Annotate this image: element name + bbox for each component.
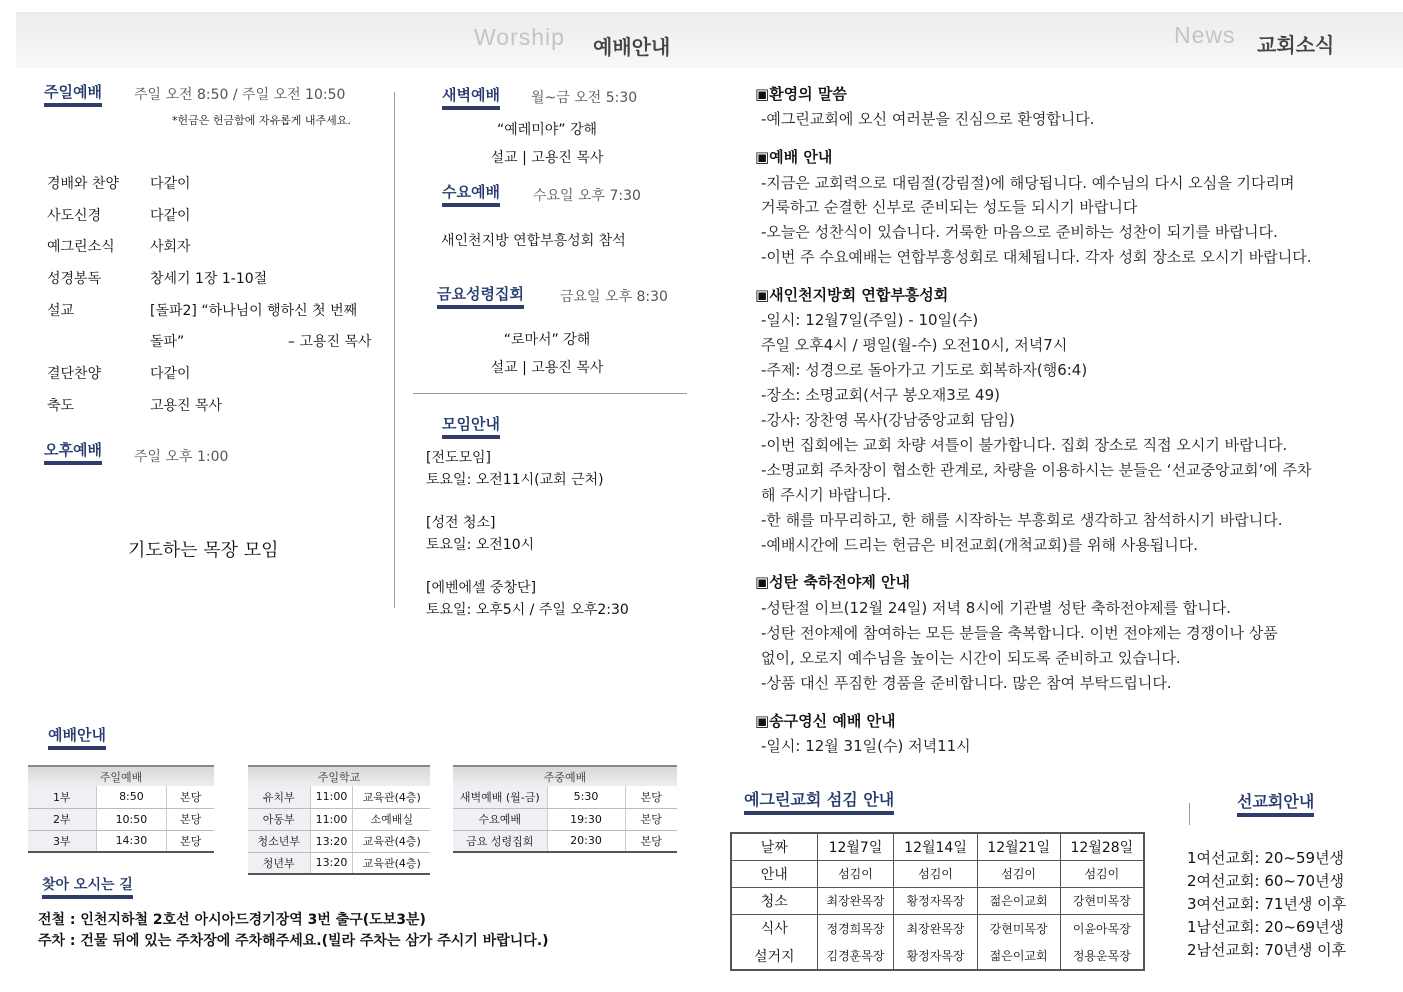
friday-service-heading: 금요성령집회 — [437, 285, 524, 303]
news-line: -이번 주 수요예배는 연합부흥성회로 대체됩니다. 각자 성회 장소로 오시기 바랍니다. — [761, 248, 1312, 266]
table-cell: 청소년부 — [248, 830, 310, 852]
sunday-service-heading: 주일예배 — [44, 83, 102, 101]
table-cell: 강현미목장 — [1060, 887, 1144, 914]
worship-en-title: Worship — [474, 24, 565, 50]
table-cell: 교육관(4층) — [353, 786, 430, 808]
table-cell: 김경훈목장 — [817, 942, 894, 970]
news-title: ▣송구영신 예배 안내 — [755, 712, 896, 730]
table-row — [731, 833, 1144, 860]
table-cell: 교육관(4층) — [353, 852, 430, 874]
news-line: -일시: 12월 31일(수) 저녁11시 — [761, 737, 971, 755]
order-value: 다같이 — [150, 176, 191, 192]
table-cell: 12월14일 — [894, 833, 977, 860]
table-cell: 젊은이교회 — [977, 887, 1060, 914]
meeting-name: [에벤에셀 중창단] — [426, 580, 537, 596]
table-cell: 섬김이 — [1060, 860, 1144, 887]
table-row — [731, 942, 1144, 970]
table-header: 주일학교 — [248, 766, 430, 786]
news-line: -상품 대신 푸짐한 경품을 준비합니다. 많은 참여 부탁드립니다. — [761, 674, 1172, 692]
table-cell: 수요예배 — [453, 808, 547, 830]
sermon-preacher: – 고용진 목사 — [288, 334, 372, 350]
friday-service-preacher: 설교 | 고용진 목사 — [490, 360, 604, 376]
mission-heading: 선교회안내 — [1237, 789, 1314, 812]
news-line: 거룩하고 순결한 신부로 준비되는 성도들 되시기 바랍니다 — [761, 198, 1138, 216]
table-row — [248, 830, 430, 852]
section-divider — [413, 393, 687, 394]
order-label: 결단찬양 — [47, 366, 102, 382]
news-line: -이번 집회에는 교회 차량 셔틀이 불가합니다. 집회 장소로 직접 오시기 바랍니다. — [761, 436, 1288, 454]
table-cell: 1부 — [28, 786, 96, 808]
table-cell: 본당 — [167, 830, 214, 852]
order-label: 축도 — [47, 398, 75, 414]
meeting-name: [성전 청소] — [426, 515, 496, 531]
mission-item: 1남선교회: 20~69년생 — [1187, 918, 1345, 936]
dawn-service-heading: 새벽예배 — [442, 86, 500, 104]
weekday-service-table — [453, 765, 677, 853]
news-line: -예그린교회에 오신 여러분을 진심으로 환영합니다. — [761, 110, 1095, 128]
table-cell: 섬김이 — [894, 860, 977, 887]
news-line: -예배시간에 드리는 헌금은 비전교회(개척교회)를 위해 사용됩니다. — [761, 536, 1198, 554]
table-cell: 소예배실 — [353, 808, 430, 830]
table-cell: 11:00 — [310, 786, 353, 808]
worship-info-heading: 예배안내 — [48, 726, 106, 744]
table-row — [731, 914, 1144, 942]
table-cell: 12월7일 — [817, 833, 894, 860]
table-cell: 섬김이 — [977, 860, 1060, 887]
table-row — [453, 786, 677, 808]
news-line: -일시: 12월7일(주일) - 10일(수) — [761, 311, 979, 329]
news-line: -소명교회 주차장이 협소한 관계로, 차량을 이용하시는 분들은 ‘선교중앙교회’에 주차 — [761, 461, 1312, 479]
table-cell: 이윤아목장 — [1060, 914, 1144, 942]
table-cell: 본당 — [625, 808, 677, 830]
news-line: -장소: 소명교회(서구 봉오재3로 49) — [761, 386, 1000, 404]
table-cell: 젊은이교회 — [977, 942, 1060, 970]
table-cell: 3부 — [28, 830, 96, 852]
dawn-service-series: “예레미야” 강해 — [496, 122, 598, 138]
table-cell: 아동부 — [248, 808, 310, 830]
mission-item: 2여선교회: 60~70년생 — [1187, 872, 1345, 890]
dawn-service-preacher: 설교 | 고용진 목사 — [490, 150, 604, 166]
wednesday-service-note: 새인천지방 연합부흥성회 참석 — [441, 233, 626, 249]
news-ko-title: 교회소식 — [1257, 33, 1335, 57]
table-cell: 금요 성령집회 — [453, 830, 547, 852]
table-cell: 본당 — [167, 786, 214, 808]
table-row — [28, 786, 214, 808]
table-cell: 13:20 — [310, 830, 353, 852]
table-cell: 정경희목장 — [817, 914, 894, 942]
serving-heading: 예그린교회 섬김 안내 — [744, 787, 894, 810]
news-line: -지금은 교회력으로 대림절(강림절)에 해당됩니다. 예수님의 다시 오심을 기다리며 — [761, 174, 1295, 192]
order-label: 성경봉독 — [47, 271, 102, 287]
wednesday-service-time: 수요일 오후 7:30 — [533, 188, 641, 204]
wednesday-service-heading: 수요예배 — [442, 183, 500, 201]
table-row — [453, 808, 677, 830]
table-cell: 안내 — [731, 860, 817, 887]
table-row — [248, 852, 430, 874]
order-label: 설교 — [47, 303, 75, 319]
table-cell: 14:30 — [96, 830, 167, 852]
table-cell: 12월28일 — [1060, 833, 1144, 860]
news-line: -성탄절 이브(12월 24일) 저녁 8시에 기관별 성탄 축하전야제를 합니다. — [761, 599, 1231, 617]
order-label: 경배와 찬양 — [47, 176, 120, 192]
meeting-time: 토요일: 오후5시 / 주일 오후2:30 — [426, 602, 629, 618]
table-cell: 최장완목장 — [894, 914, 977, 942]
mission-item: 3여선교회: 71년생 이후 — [1187, 895, 1347, 913]
order-value: 창세기 1장 1-10절 — [150, 271, 268, 287]
table-cell: 20:30 — [547, 830, 625, 852]
order-value: 돌파” — [150, 334, 185, 350]
table-row — [731, 887, 1144, 914]
table-cell: 19:30 — [547, 808, 625, 830]
news-line: 주일 오후4시 / 평일(월-수) 오전10시, 저녁7시 — [761, 336, 1068, 354]
table-row — [731, 860, 1144, 887]
sunday-service-table — [28, 765, 214, 853]
mission-item: 2남선교회: 70년생 이후 — [1187, 941, 1347, 959]
table-cell: 12월21일 — [977, 833, 1060, 860]
news-line: -성탄 전야제에 참여하는 모든 분들을 축복합니다. 이번 전야제는 경쟁이나 상품 — [761, 624, 1278, 642]
table-cell: 교육관(4층) — [353, 830, 430, 852]
directions-parking: 주차 : 건물 뒤에 있는 주차장에 주차해주세요.(빌라 주차는 삼가 주시기 바랍니다.) — [38, 933, 549, 949]
news-line: -주제: 성경으로 돌아가고 기도로 회복하자(행6:4) — [761, 361, 1088, 379]
table-cell: 8:50 — [96, 786, 167, 808]
afternoon-service-time: 주일 오후 1:00 — [134, 449, 229, 465]
table-header: 주일예배 — [28, 766, 214, 786]
news-title: ▣새인천지방회 연합부흥성회 — [755, 286, 949, 304]
meeting-time: 토요일: 오전10시 — [426, 537, 535, 553]
mission-divider — [1189, 803, 1190, 825]
news-line: -강사: 장찬영 목사(강남중앙교회 담임) — [761, 411, 1015, 429]
sunday-school-table — [248, 765, 430, 875]
table-cell: 최장완목장 — [817, 887, 894, 914]
order-value: 다같이 — [150, 366, 191, 382]
sunday-service-time: 주일 오전 8:50 / 주일 오전 10:50 — [134, 87, 346, 103]
order-value: 다같이 — [150, 208, 191, 224]
table-row — [28, 808, 214, 830]
table-cell: 황정자목장 — [894, 942, 977, 970]
table-cell: 13:20 — [310, 852, 353, 874]
news-title: ▣예배 안내 — [755, 148, 833, 166]
friday-service-time: 금요일 오후 8:30 — [560, 289, 668, 305]
table-cell: 섬김이 — [817, 860, 894, 887]
table-cell: 11:00 — [310, 808, 353, 830]
news-line: 해 주시기 바랍니다. — [761, 486, 892, 504]
table-cell: 본당 — [625, 786, 677, 808]
table-cell: 강현미목장 — [977, 914, 1060, 942]
order-label: 사도신경 — [47, 208, 102, 224]
table-cell: 정용운목장 — [1060, 942, 1144, 970]
table-cell: 유치부 — [248, 786, 310, 808]
table-cell: 청소 — [731, 887, 817, 914]
news-line: -오늘은 성찬식이 있습니다. 거룩한 마음으로 준비하는 성찬이 되기를 바랍니다. — [761, 223, 1278, 241]
table-cell: 청년부 — [248, 852, 310, 874]
table-cell: 식사 — [731, 914, 817, 942]
order-value: 사회자 — [150, 239, 191, 255]
news-line: 없이, 오로지 예수님을 높이는 시간이 되도록 준비하고 있습니다. — [761, 649, 1181, 667]
order-label: 예그린소식 — [47, 239, 115, 255]
table-cell: 10:50 — [96, 808, 167, 830]
table-cell: 5:30 — [547, 786, 625, 808]
news-title: ▣환영의 말씀 — [755, 85, 847, 103]
table-row — [28, 830, 214, 852]
dawn-service-time: 월~금 오전 5:30 — [531, 90, 638, 106]
table-cell: 2부 — [28, 808, 96, 830]
afternoon-service-desc: 기도하는 목장 모임 — [128, 540, 279, 561]
afternoon-service-heading: 오후예배 — [44, 441, 102, 459]
table-row — [453, 830, 677, 852]
meetings-heading: 모임안내 — [442, 415, 500, 433]
table-cell: 날짜 — [731, 833, 817, 860]
news-title: ▣성탄 축하전야제 안내 — [755, 573, 911, 591]
serving-table — [730, 832, 1145, 971]
worship-ko-title: 예배안내 — [593, 35, 671, 59]
meeting-time: 토요일: 오전11시(교회 근처) — [426, 472, 604, 488]
table-header: 주중예배 — [453, 766, 677, 786]
table-cell: 본당 — [167, 808, 214, 830]
mission-item: 1여선교회: 20~59년생 — [1187, 849, 1345, 867]
table-cell: 황정자목장 — [894, 887, 977, 914]
table-cell: 새벽예배 (월-금) — [453, 786, 547, 808]
table-cell: 본당 — [625, 830, 677, 852]
offering-note: *헌금은 헌금함에 자유롭게 내주세요. — [172, 114, 351, 127]
order-value: [돌파2] “하나님이 행하신 첫 번째 — [150, 303, 358, 319]
meeting-name: [전도모임] — [426, 450, 492, 466]
table-row — [248, 808, 430, 830]
table-row — [248, 786, 430, 808]
news-en-title: News — [1174, 22, 1236, 48]
directions-subway: 전철 : 인천지하철 2호선 아시아드경기장역 3번 출구(도보3분) — [38, 912, 426, 928]
column-divider — [394, 92, 395, 608]
order-value: 고용진 목사 — [150, 398, 223, 414]
directions-heading: 찾아 오시는 길 — [42, 874, 133, 894]
table-cell: 설거지 — [731, 942, 817, 970]
friday-service-series: “로마서” 강해 — [503, 332, 591, 348]
news-line: -한 해를 마무리하고, 한 해를 시작하는 부흥회로 생각하고 참석하시기 바랍니다. — [761, 511, 1283, 529]
